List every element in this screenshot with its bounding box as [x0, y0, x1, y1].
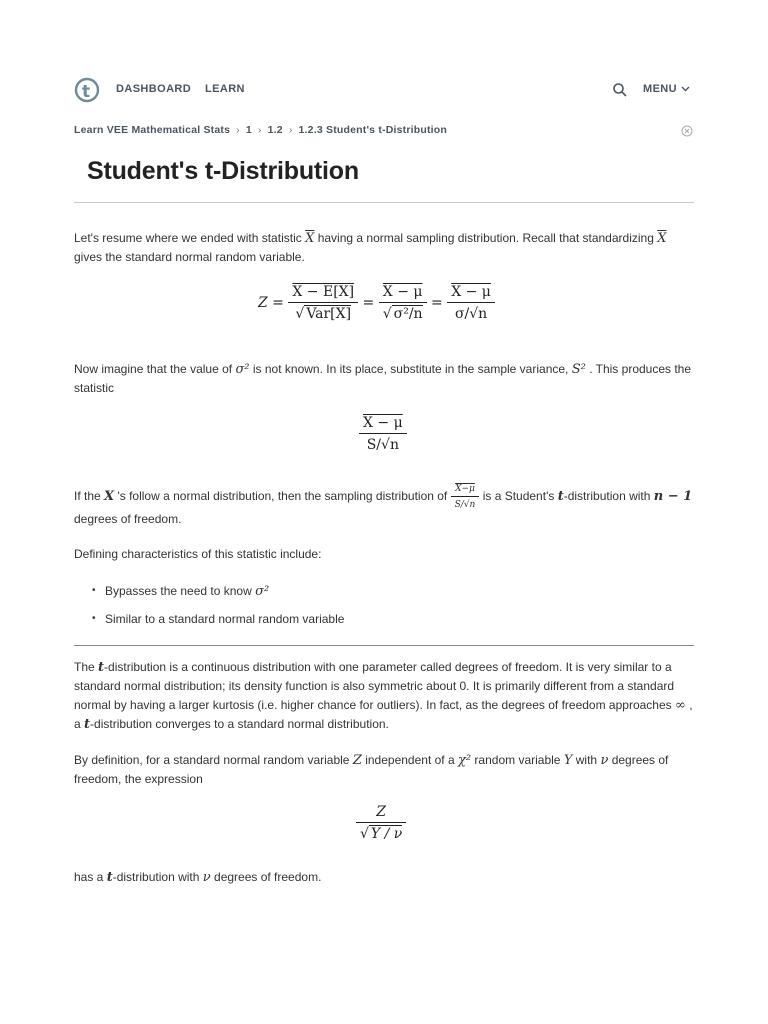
search-icon[interactable]: [612, 82, 628, 98]
menu-label: MENU: [643, 83, 677, 95]
fraction: $\frac{X - E[X]}{\text{√ Var[X]}}$: [288, 284, 358, 322]
text: degrees of freedom, the expression: [74, 753, 669, 786]
text: is a Student's: [482, 489, 555, 504]
math-t: t: [84, 717, 91, 732]
math-nu: ν: [202, 870, 211, 885]
math-chi-squared: χ²: [457, 753, 472, 768]
equation-t-statistic: [359, 415, 407, 453]
text: Bypasses the need to know: [105, 584, 252, 598]
paragraph-t-distribution: [74, 658, 696, 734]
math-infinity: ∞: [675, 698, 686, 713]
text: degrees of freedom.: [74, 512, 182, 526]
breadcrumb-course[interactable]: Learn VEE Mathematical Stats: [74, 124, 231, 136]
text: By definition, for a standard normal random variable: [74, 753, 350, 767]
numerator: X − μ: [447, 284, 495, 303]
breadcrumb-separator-icon: ›: [257, 124, 262, 136]
paragraph-sampling: [74, 484, 696, 529]
breadcrumb-separator-icon: ›: [288, 124, 293, 136]
denominator: σ²/n: [393, 306, 423, 322]
paragraph-conclusion: [74, 868, 696, 887]
numerator: X−μ: [451, 484, 480, 497]
text: Similar to a standard normal random variable: [105, 612, 345, 626]
math-xbar: $\overline{X}$: [305, 231, 315, 246]
chevron-down-icon: [681, 86, 690, 92]
text: gives the standard normal random variable.: [74, 250, 305, 264]
math-sigma-squared: σ²: [235, 362, 250, 377]
equation-t-definition: [356, 804, 406, 842]
text: Now imagine that the value of: [74, 362, 233, 376]
text: independent of a: [365, 753, 455, 767]
text: The: [74, 660, 95, 674]
equation-standardized: [258, 284, 495, 322]
text: degrees of freedom.: [214, 870, 322, 884]
fraction: $\frac{Z}{√ Y / \nu}$: [356, 804, 406, 842]
breadcrumb-current[interactable]: 1.2.3 Student's t-Distribution: [298, 124, 448, 136]
paragraph-definition: [74, 751, 696, 789]
text: having a normal sampling distribution. Recall that standardizing: [317, 231, 654, 245]
text: has a: [74, 870, 104, 884]
text: with: [575, 753, 598, 767]
nav-dashboard[interactable]: DASHBOARD: [116, 83, 192, 95]
numerator: X − μ: [379, 284, 427, 303]
equals: =: [431, 295, 443, 311]
math-x: X: [104, 489, 115, 505]
page-title: Student's t-Distribution: [87, 157, 359, 185]
text: -distribution is a continuous distribution with one parameter called degrees of freedom. It is very similar to a standard normal distribution; its density function is also symmetric about 0. It is primarily different from a standard normal by having a larger kurtosis (i.e. higher chance for outliers). In fact, as the degrees of freedom approaches: [74, 660, 675, 712]
math-t: t: [106, 870, 113, 885]
text: random variable: [474, 753, 561, 767]
math-y: Y: [563, 753, 573, 768]
numerator: X − E[X]: [288, 284, 358, 303]
text: . This produces the statistic: [74, 362, 692, 395]
close-icon[interactable]: [681, 125, 693, 137]
breadcrumb-separator-icon: ›: [236, 124, 240, 136]
text: -distribution converges to a standard normal distribution.: [90, 717, 389, 731]
text: -distribution with: [112, 870, 200, 884]
breadcrumb-section[interactable]: 1.2: [267, 124, 283, 136]
text: If the: [74, 489, 101, 504]
logo-icon[interactable]: [74, 76, 100, 104]
section-divider: [74, 645, 694, 646]
math-n-minus-1: n − 1: [653, 489, 693, 505]
paragraph-variance: [74, 360, 696, 398]
denominator: σ/√n: [454, 306, 488, 322]
text: Let's resume where we ended with statistic: [74, 231, 302, 245]
denominator: Y / ν: [370, 826, 403, 842]
menu-button[interactable]: [643, 83, 690, 95]
text: is not known. In its place, substitute in the sample variance,: [252, 362, 569, 376]
math-nu: ν: [600, 753, 609, 768]
breadcrumb-chapter[interactable]: 1: [245, 124, 252, 136]
math-z: Z: [352, 753, 362, 768]
math-sigma-squared: σ²: [255, 584, 270, 599]
nav-learn[interactable]: LEARN: [205, 83, 245, 95]
denominator: Var[X]: [306, 306, 352, 322]
numerator: Z: [356, 804, 406, 823]
inline-fraction: [451, 484, 480, 510]
list-item: [74, 581, 344, 609]
top-nav: [74, 76, 694, 104]
math-t: t: [557, 489, 564, 505]
math-s-squared: S²: [571, 362, 586, 377]
text: -distribution with: [563, 489, 651, 504]
eq-lhs: Z =: [258, 295, 284, 311]
paragraph-intro: [74, 229, 696, 267]
fraction: [447, 284, 495, 322]
denominator: S/√n: [454, 500, 476, 510]
text: , a: [74, 698, 693, 731]
denominator: S/√n: [366, 437, 399, 453]
numerator: X − μ: [359, 415, 407, 434]
math-xbar: $\overline{X}$: [657, 231, 667, 246]
equals: =: [362, 295, 375, 311]
fraction: [359, 415, 407, 453]
math-t: t: [98, 660, 105, 675]
title-divider: [74, 202, 694, 203]
characteristics-list: [74, 581, 344, 637]
paragraph-characteristics: Defining characteristics of this statistic include:: [74, 547, 322, 561]
text: 's follow a normal distribution, then the sampling distribution of: [117, 489, 448, 504]
svg-text:t: t: [82, 82, 91, 102]
breadcrumb: [74, 124, 694, 136]
fraction: $\frac{X - \mu}{\text{√ σ²/n}}$: [379, 284, 427, 322]
list-item: [74, 609, 344, 637]
